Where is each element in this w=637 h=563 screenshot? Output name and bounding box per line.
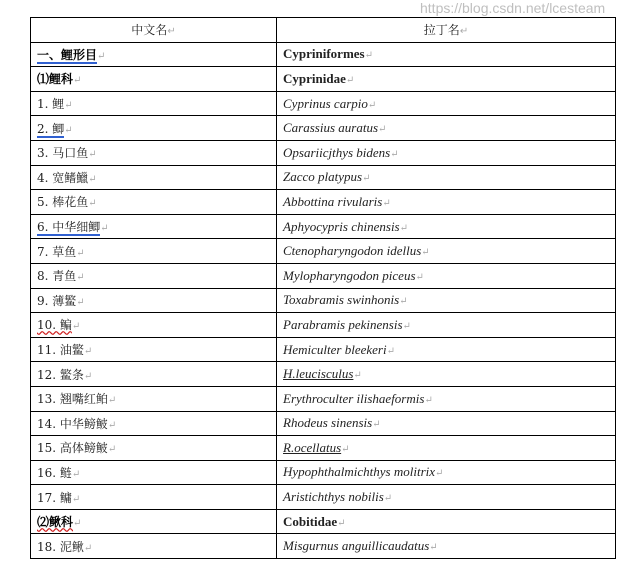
paragraph-mark: ↵ [76,272,85,284]
latin-name: Erythroculter ilishaeformis [283,390,425,406]
paragraph-mark: ↵ [364,50,373,62]
paragraph-mark: ↵ [421,247,430,259]
latin-name: Hypophthalmichthys molitrix [283,464,436,480]
chinese-name-cell [31,263,277,288]
paragraph-mark: ↵ [362,173,371,185]
table-row [31,42,616,67]
latin-name: Cyprinidae [283,70,346,86]
latin-name-cell [277,116,616,141]
chinese-name-cell [31,460,277,485]
chinese-name: 6. 中华细鲫 [37,220,101,235]
latin-name-cell [277,140,616,165]
header-chinese-name: 中文名↵ [31,18,277,43]
latin-name: Cyprinus carpio [283,95,368,111]
paragraph-mark: ↵ [429,542,438,554]
chinese-name: 18. 泥鳅 [37,539,84,554]
paragraph-mark: ↵ [88,149,97,161]
chinese-name-cell [31,362,277,387]
table-row [31,534,616,559]
chinese-name-cell [31,214,277,239]
chinese-name-cell [31,509,277,534]
chinese-name: 7. 草鱼 [37,244,77,259]
chinese-name-cell [31,288,277,313]
paragraph-mark: ↵ [372,419,381,431]
paragraph-mark: ↵ [367,99,377,111]
table-row [31,411,616,436]
chinese-name-cell [31,91,277,116]
latin-name-cell [277,411,616,436]
latin-name-cell [277,263,616,288]
latin-name: Mylopharyngodon piceus [283,267,416,283]
latin-name-cell [277,362,616,387]
paragraph-mark: ↵ [383,493,393,505]
chinese-name: 12. 鳘条 [37,367,84,382]
table-row [31,165,616,190]
table-row [31,214,616,239]
table-row [31,263,616,288]
chinese-name-cell [31,337,277,362]
latin-name-cell [277,42,616,67]
chinese-name: 13. 翘嘴红鲌 [37,392,108,407]
watermark: https://blog.csdn.net/lcesteam [420,0,606,16]
table-row [31,509,616,534]
paragraph-mark: ↵ [73,518,82,530]
latin-name: Aristichthys nobilis [283,489,384,505]
table-row [31,436,616,461]
table-row [31,140,616,165]
latin-name-cell [277,288,616,313]
latin-name: H.leucisculus [283,366,354,382]
chinese-name: 10. 鳊 [37,318,72,333]
latin-name: Cypriniformes [283,46,365,62]
paragraph-mark: ↵ [83,346,93,358]
table-row [31,91,616,116]
species-table [30,17,616,559]
latin-name-cell [277,313,616,338]
header-latin-name: 拉丁名↵ [277,18,616,43]
chinese-name: 2. 鲫 [37,121,65,136]
chinese-name: 3. 马口鱼 [37,146,89,161]
paragraph-mark: ↵ [76,296,85,308]
chinese-name-cell [31,42,277,67]
chinese-name: ⑴鲤科 [37,72,74,87]
table-row [31,485,616,510]
latin-name-cell [277,436,616,461]
chinese-name-cell [31,165,277,190]
paragraph-mark: ↵ [424,394,433,406]
paragraph-mark: ↵ [337,517,346,529]
chinese-name: 15. 高体鳑鲏 [37,441,108,456]
chinese-name-cell [31,116,277,141]
paragraph-mark: ↵ [341,443,350,455]
chinese-name: 1. 鲤 [37,97,65,112]
latin-name: Abbottina rivularis [283,193,383,209]
chinese-name-cell [31,67,277,92]
chinese-name-cell [31,534,277,559]
latin-name-cell [277,165,616,190]
paragraph-mark: ↵ [390,148,399,160]
latin-name: Aphyocypris chinensis [283,218,400,234]
latin-name: Misgurnus anguillicaudatus [283,538,430,554]
latin-name: Opsariicjthys bidens [283,144,391,160]
chinese-name: ⑵鳅科 [37,515,74,530]
paragraph-mark: ↵ [345,74,355,86]
latin-name-cell [277,67,616,92]
chinese-name: 17. 鳙 [37,490,72,505]
latin-name: Parabramis pekinensis [283,316,403,332]
latin-name-cell [277,509,616,534]
paragraph-mark: ↵ [76,247,85,259]
chinese-name: 14. 中华鳑鲏 [37,416,108,431]
paragraph-mark: ↵ [88,198,97,210]
paragraph-mark: ↵ [64,124,73,136]
latin-name: Carassius auratus [283,120,378,136]
latin-name: Rhodeus sinensis [283,415,373,431]
chinese-name: 5. 棒花鱼 [37,195,89,210]
paragraph-mark: ↵ [399,222,409,234]
paragraph-mark: ↵ [100,223,109,235]
paragraph-mark: ↵ [107,395,117,407]
latin-name-cell [277,485,616,510]
paragraph-mark: ↵ [97,50,106,62]
chinese-name: 4. 宽鳍鱲 [37,170,89,185]
paragraph-mark: ↵ [435,468,444,480]
paragraph-mark: ↵ [88,173,97,185]
paragraph-mark: ↵ [71,493,81,505]
latin-name-cell [277,239,616,264]
latin-name-cell [277,190,616,215]
paragraph-mark: ↵ [71,321,81,333]
latin-name: Hemiculter bleekeri [283,341,387,357]
table-row [31,116,616,141]
paragraph-mark: ↵ [71,468,81,480]
table-row [31,288,616,313]
latin-name-cell [277,460,616,485]
paragraph-mark: ↵ [378,124,387,136]
latin-name: Zacco platypus [283,169,363,185]
chinese-name: 9. 薄鳘 [37,293,77,308]
chinese-name-cell [31,190,277,215]
paragraph-mark: ↵ [107,419,117,431]
paragraph-mark: ↵ [64,100,73,112]
table-row [31,190,616,215]
chinese-name: 11. 油鳘 [37,343,84,358]
chinese-name-cell [31,239,277,264]
chinese-name-cell [31,140,277,165]
chinese-name-cell [31,313,277,338]
latin-name: Cobitidae [283,513,338,529]
table-row [31,386,616,411]
table-row [31,313,616,338]
latin-name-cell [277,214,616,239]
chinese-name: 8. 青鱼 [37,269,77,284]
table-row [31,337,616,362]
chinese-name: 16. 鲢 [37,465,72,480]
table-row [31,460,616,485]
paragraph-mark: ↵ [382,197,391,209]
paragraph-mark: ↵ [399,296,408,308]
paragraph-mark: ↵ [402,320,411,332]
chinese-name-cell [31,411,277,436]
paragraph-mark: ↵ [107,444,117,456]
paragraph-mark: ↵ [386,345,395,357]
paragraph-mark: ↵ [73,75,82,87]
chinese-name-cell [31,386,277,411]
chinese-name: 一、鲤形目 [37,47,98,62]
latin-name-cell [277,91,616,116]
latin-name: Ctenopharyngodon idellus [283,243,422,259]
latin-name-cell [277,386,616,411]
table-row [31,362,616,387]
chinese-name-cell [31,485,277,510]
latin-name: R.ocellatus [283,439,342,455]
table-row [31,239,616,264]
paragraph-mark: ↵ [83,542,93,554]
latin-name-cell [277,534,616,559]
chinese-name-cell [31,436,277,461]
paragraph-mark: ↵ [415,271,424,283]
latin-name-cell [277,337,616,362]
paragraph-mark: ↵ [83,370,93,382]
table-header-row [31,18,616,43]
paragraph-mark: ↵ [353,370,362,382]
table-row [31,67,616,92]
latin-name: Toxabramis swinhonis [283,292,400,308]
